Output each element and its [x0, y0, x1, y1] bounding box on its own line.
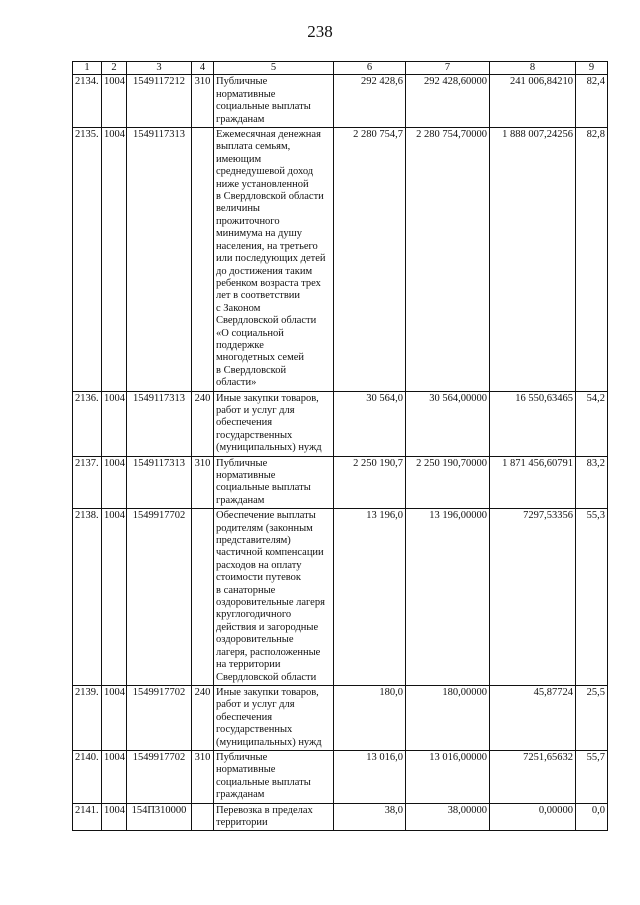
description-line: имеющим [216, 153, 262, 165]
description-line: Публичные [216, 751, 268, 763]
column-header: 7 [406, 62, 490, 75]
description-line: Публичные [216, 457, 268, 469]
execution-percent-cell: 54,2 [576, 391, 608, 456]
description-line: расходов на оплату [216, 559, 302, 571]
expense-type-cell [192, 509, 214, 686]
planned-amount-cell: 292 428,6 [334, 75, 406, 128]
row-number-cell: 2141. [73, 803, 102, 831]
description-line: лет в соответствии [216, 290, 301, 302]
description-line: нормативные [216, 88, 276, 100]
target-code-cell: 1549117313 [127, 391, 192, 456]
execution-percent-cell: 55,3 [576, 509, 608, 686]
planned-amount-cell: 2 250 190,7 [334, 456, 406, 509]
description-line: территории [216, 816, 268, 828]
description-line: или последующих детей [216, 253, 326, 265]
description-line: среднедушевой доход [216, 166, 314, 178]
description-cell [214, 391, 334, 456]
adjusted-amount-cell: 2 280 754,70000 [406, 128, 490, 392]
expense-type-cell: 310 [192, 750, 214, 803]
description-line: представителям) [216, 535, 291, 547]
adjusted-amount-cell: 13 016,00000 [406, 750, 490, 803]
target-code-cell: 1549117313 [127, 456, 192, 509]
expense-type-cell: 310 [192, 75, 214, 128]
description-line: до достижения таким [216, 265, 313, 277]
executed-amount-cell: 0,00000 [490, 803, 576, 831]
budget-table [72, 61, 608, 831]
adjusted-amount-cell: 13 196,00000 [406, 509, 490, 686]
description-line: области» [216, 377, 257, 389]
header-row [73, 62, 608, 75]
section-code-cell: 1004 [102, 750, 127, 803]
execution-percent-cell: 82,8 [576, 128, 608, 392]
column-header: 9 [576, 62, 608, 75]
table-row [73, 128, 608, 392]
description-line: гражданам [216, 789, 265, 801]
adjusted-amount-cell: 180,00000 [406, 685, 490, 750]
executed-amount-cell: 16 550,63465 [490, 391, 576, 456]
description-line: поддержке [216, 339, 264, 351]
description-line: Иные закупки товаров, [216, 392, 319, 404]
description-line: выплата семьям, [216, 141, 291, 153]
target-code-cell: 1549117212 [127, 75, 192, 128]
row-number-cell: 2136. [73, 391, 102, 456]
table-row [73, 685, 608, 750]
description-line: оздоровительные [216, 634, 294, 646]
description-line: лагеря, расположенные [216, 646, 321, 658]
executed-amount-cell: 7251,65632 [490, 750, 576, 803]
description-line: действия и загородные [216, 621, 319, 633]
description-line: частичной компенсации [216, 547, 324, 559]
executed-amount-cell: 1 888 007,24256 [490, 128, 576, 392]
expense-type-cell [192, 128, 214, 392]
section-code-cell: 1004 [102, 509, 127, 686]
table-body [73, 75, 608, 831]
planned-amount-cell: 180,0 [334, 685, 406, 750]
description-line: обеспечения [216, 711, 273, 723]
description-cell [214, 509, 334, 686]
column-header: 3 [127, 62, 192, 75]
column-header: 2 [102, 62, 127, 75]
execution-percent-cell: 25,5 [576, 685, 608, 750]
description-line: на территории [216, 659, 281, 671]
description-line: социальные выплаты [216, 482, 311, 494]
execution-percent-cell: 83,2 [576, 456, 608, 509]
target-code-cell: 1549917702 [127, 750, 192, 803]
column-header: 5 [214, 62, 334, 75]
description-line: государственных [216, 429, 293, 441]
description-cell [214, 685, 334, 750]
row-number-cell: 2134. [73, 75, 102, 128]
executed-amount-cell: 1 871 456,60791 [490, 456, 576, 509]
description-line: гражданам [216, 494, 265, 506]
executed-amount-cell: 241 006,84210 [490, 75, 576, 128]
description-line: родителям (законным [216, 522, 313, 534]
executed-amount-cell: 45,87724 [490, 685, 576, 750]
target-code-cell: 1549917702 [127, 509, 192, 686]
description-line: нормативные [216, 764, 276, 776]
description-line: круглогодичного [216, 609, 292, 621]
description-line: социальные выплаты [216, 101, 311, 113]
description-line: оздоровительные лагеря [216, 597, 325, 609]
executed-amount-cell: 7297,53356 [490, 509, 576, 686]
row-number-cell: 2135. [73, 128, 102, 392]
description-line: ребенком возраста трех [216, 277, 321, 289]
planned-amount-cell: 13 196,0 [334, 509, 406, 686]
column-header: 4 [192, 62, 214, 75]
column-header: 1 [73, 62, 102, 75]
description-line: Обеспечение выплаты [216, 510, 316, 522]
execution-percent-cell: 82,4 [576, 75, 608, 128]
description-line: Публичные [216, 76, 268, 88]
description-line: гражданам [216, 113, 265, 125]
expense-type-cell: 240 [192, 391, 214, 456]
expense-type-cell: 240 [192, 685, 214, 750]
table-header [73, 62, 608, 75]
description-line: ниже установленной [216, 178, 309, 190]
execution-percent-cell: 0,0 [576, 803, 608, 831]
description-line: стоимости путевок [216, 572, 301, 584]
description-line: социальные выплаты [216, 776, 311, 788]
section-code-cell: 1004 [102, 685, 127, 750]
row-number-cell: 2140. [73, 750, 102, 803]
description-line: Свердловской области [216, 671, 317, 683]
planned-amount-cell: 38,0 [334, 803, 406, 831]
description-line: в Свердловской [216, 364, 287, 376]
expense-type-cell [192, 803, 214, 831]
description-line: работ и услуг для [216, 404, 295, 416]
planned-amount-cell: 2 280 754,7 [334, 128, 406, 392]
section-code-cell: 1004 [102, 75, 127, 128]
description-line: с Законом [216, 302, 261, 314]
description-line: Свердловской области [216, 315, 317, 327]
section-code-cell: 1004 [102, 456, 127, 509]
expense-type-cell: 310 [192, 456, 214, 509]
column-header: 6 [334, 62, 406, 75]
page-number: 238 [307, 22, 333, 41]
description-line: Иные закупки товаров, [216, 686, 319, 698]
description-cell [214, 75, 334, 128]
execution-percent-cell: 55,7 [576, 750, 608, 803]
table-row [73, 509, 608, 686]
table-row [73, 803, 608, 831]
description-cell [214, 456, 334, 509]
description-line: Перевозка в пределах [216, 804, 313, 816]
target-code-cell: 1549117313 [127, 128, 192, 392]
description-line: (муниципальных) нужд [216, 736, 322, 748]
section-code-cell: 1004 [102, 803, 127, 831]
adjusted-amount-cell: 38,00000 [406, 803, 490, 831]
row-number-cell: 2138. [73, 509, 102, 686]
description-line: (муниципальных) нужд [216, 442, 322, 454]
section-code-cell: 1004 [102, 391, 127, 456]
row-number-cell: 2139. [73, 685, 102, 750]
description-line: минимума на душу [216, 228, 302, 240]
description-line: нормативные [216, 470, 276, 481]
description-line: населения, на третьего [216, 240, 318, 252]
description-line: государственных [216, 724, 293, 736]
description-line: в санаторные [216, 584, 276, 596]
description-line: в Свердловской области [216, 191, 324, 203]
table-row [73, 456, 608, 509]
planned-amount-cell: 13 016,0 [334, 750, 406, 803]
row-number-cell: 2137. [73, 456, 102, 509]
adjusted-amount-cell: 2 250 190,70000 [406, 456, 490, 509]
description-line: обеспечения [216, 417, 273, 429]
table-row [73, 75, 608, 128]
section-code-cell: 1004 [102, 128, 127, 392]
target-code-cell: 154П310000 [127, 803, 192, 831]
table-row [73, 750, 608, 803]
adjusted-amount-cell: 292 428,60000 [406, 75, 490, 128]
planned-amount-cell: 30 564,0 [334, 391, 406, 456]
table-row [73, 391, 608, 456]
description-line: прожиточного [216, 215, 280, 227]
description-line: работ и услуг для [216, 699, 295, 711]
description-cell [214, 750, 334, 803]
column-header: 8 [490, 62, 576, 75]
description-line: Ежемесячная денежная [216, 129, 321, 141]
description-cell [214, 803, 334, 831]
description-line: величины [216, 203, 260, 215]
description-cell [214, 128, 334, 392]
description-line: многодетных семей [216, 352, 305, 364]
adjusted-amount-cell: 30 564,00000 [406, 391, 490, 456]
description-line: «О социальной [216, 327, 284, 339]
target-code-cell: 1549917702 [127, 685, 192, 750]
